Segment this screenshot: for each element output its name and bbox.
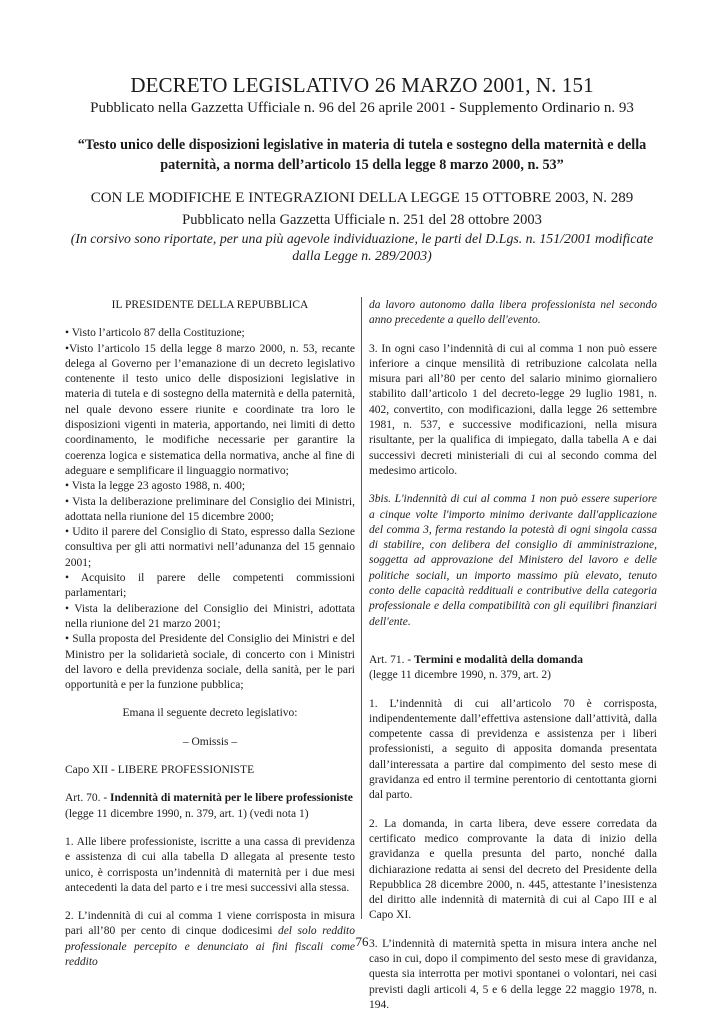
art70-comma-2-text: 2. L’indennità di cui al comma 1 viene corrisposta in misura pari all’80 per cento di cinque dodicesimi <box>65 910 355 938</box>
art70-comma-1: 1. Alle libere professioniste, iscritte a una cassa di previdenza e assistenza di cui alla tabella D allegata al presente testo unico, è corrisposta un’indennità di maternità per i due mesi antecedenti la data del parto e i tre mesi successivi alla stessa. <box>65 835 355 894</box>
art70-comma-3: 3. In ogni caso l’indennità di cui al comma 1 non può essere inferiore a cinque mensilità di retribuzione calcolata nella misura pari all’80 per cento del salario minimo giornaliero stabilito dall’articolo 1 del decreto-legge 29 luglio 1981, n. 402, convertito, con modificazioni, dalla legge 26 settembre 1981, n. 537, e successive modificazioni, nella misura risultante, per la qualifica di impiegato, dalla tabella A e dai successivi decreti ministeriali di cui al secondo comma del medesimo articolo. <box>369 342 657 477</box>
vista-deliberazione: • Vista la deliberazione del Consiglio dei Ministri, adottata nella riunione del 21 marzo 2001; <box>65 602 355 630</box>
art71-comma-2: 2. La domanda, in carta libera, deve essere corredata da certificato medico comprovante la data di inizio della gravidanza e quella presunta del parto, nonché dalla dichiarazione redatta ai sensi del decreto del Presidente della Repubblica 28 dicembre 2000, n. 445, attestante l’inesistenza del diritto alle indennità di maternità di cui al Capo III e al Capo XI. <box>369 817 657 922</box>
modifications-publication: Pubblicato nella Gazzetta Ufficiale n. 251 del 28 ottobre 2003 <box>182 212 542 228</box>
left-column <box>65 298 355 970</box>
art70-comma-2-continuation: da lavoro autonomo dalla libera professionista nel secondo anno precedente a quello dell'evento. <box>369 299 657 327</box>
art71-comma-3: 3. L’indennità di maternità spetta in misura intera anche nel caso in cui, dopo il compimento del sesto mese di gravidanza, questa sia interrotta per motivi spontanei o volontari, nei casi previsti dagli articoli 4, 5 e 6 della legge 22 maggio 1978, n. 194. <box>369 937 657 1011</box>
art70-reference: (legge 11 dicembre 1990, n. 379, art. 1) (vedi nota 1) <box>65 807 309 820</box>
omissis-line: – Omissis – <box>182 735 238 748</box>
emana-line: Emana il seguente decreto legislativo: <box>122 707 298 720</box>
document-subtitle: Pubblicato nella Gazzetta Ufficiale n. 96 del 26 aprile 2001 - Supplemento Ordinario n. 93 <box>90 100 634 116</box>
law-title-quote: “Testo unico delle disposizioni legislative in materia di tutela e sostegno della maternità e della paternità, a norma dell’articolo 15 della legge 8 marzo 2000, n. 53” <box>77 137 647 173</box>
art70-comma-2-modified: del solo reddito professionale percepito e denunciato ai fini fiscali come reddito <box>65 925 355 968</box>
udito-consiglio-stato: • Udito il parere del Consiglio di Stato, espresso dalla Sezione consultiva per gli atti normativi nell’adunanza del 15 gennaio 2001; <box>65 526 355 569</box>
art70-heading <box>65 791 355 806</box>
president-heading: IL PRESIDENTE DELLA REPUBBLICA <box>111 299 309 311</box>
right-column <box>369 298 657 1013</box>
art70-comma-3bis: 3bis. L'indennità di cui al comma 1 non può essere superiore a cinque volte l'importo minimo derivante dall'applicazione del comma 3, ferma restando la potestà di ogni singola cassa di stabilire, con delibera del consiglio di amministrazione, soggetta ad approvazione del Ministero del lavoro e delle politiche sociali, un importo massimo più elevato, tenuto conto delle capacità reddituali e contributive della categoria professionale e della compatibilità con gli equilibri finanziari dell'ente. <box>369 493 657 628</box>
sulla-proposta: • Sulla proposta del Presidente del Consiglio dei Ministri e del Ministro per la solidarietà sociale, di concerto con i Ministri del lavoro e della previdenza sociale, della sanità, per le pari opportunità e per la funzione pubblica; <box>65 633 355 692</box>
visto-legge-400: • Vista la legge 23 agosto 1988, n. 400; <box>65 480 246 493</box>
document-header <box>0 72 724 264</box>
visto-legge-53: •Visto l’articolo 15 della legge 8 marzo 2000, n. 53, recante delega al Governo per l’emanazione di un decreto legislativo contenente il testo unico delle disposizioni legislative in materia di tutela e di sostegno della maternità e della paternità, nel quale devono essere riunite e coordinate tra loro le disposizioni vigenti in materia, apportando, nei limiti di detto coordinamento, le modifiche necessarie per garantire la coerenza logica e sistematica della normativa, anche al fine di adeguare e semplificare il linguaggio normativo; <box>65 342 355 477</box>
capo-heading: Capo XII - LIBERE PROFESSIONISTE <box>65 764 255 777</box>
art71-reference: (legge 11 dicembre 1990, n. 379, art. 2) <box>369 669 551 682</box>
art71-heading <box>369 653 657 668</box>
art71-title: Termini e modalità della domanda <box>414 653 583 666</box>
modifications-note: (In corsivo sono riportate, per una più agevole individuazione, le parti del D.Lgs. n. 151/2001 modificate dalla Legge n. 289/2003) <box>70 231 654 263</box>
art70-number: Art. 70. - <box>65 792 111 805</box>
acquisito-parere: • Acquisito il parere delle competenti commissioni parlamentari; <box>65 572 355 600</box>
document-title: DECRETO LEGISLATIVO 26 MARZO 2001, N. 151 <box>130 73 594 97</box>
column-divider <box>361 297 362 919</box>
modifications-heading: CON LE MODIFICHE E INTEGRAZIONI DELLA LEGGE 15 OTTOBRE 2003, N. 289 <box>90 190 634 206</box>
art71-comma-1: 1. L’indennità di cui all’articolo 70 è corrisposta, indipendentemente dall’effettiva astensione dall’attività, dalla competente cassa di previdenza e assistenza per i liberi professionisti, a seguito di apposita domanda presentata dall’interessata a partire dal compimento del sesto mese di gravidanza ed entro il termine perentorio di centottanta giorni dal parto. <box>369 697 657 802</box>
page-number: 76 <box>355 934 369 949</box>
art70-title: Indennità di maternità per le libere professioniste <box>110 792 353 805</box>
visto-deliberazione-preliminare: • Vista la deliberazione preliminare del Consiglio dei Ministri, adottata nella riunione del 15 dicembre 2000; <box>65 495 355 523</box>
art71-number: Art. 71. - <box>369 653 415 666</box>
visto-costituzione: • Visto l’articolo 87 della Costituzione; <box>65 327 245 340</box>
